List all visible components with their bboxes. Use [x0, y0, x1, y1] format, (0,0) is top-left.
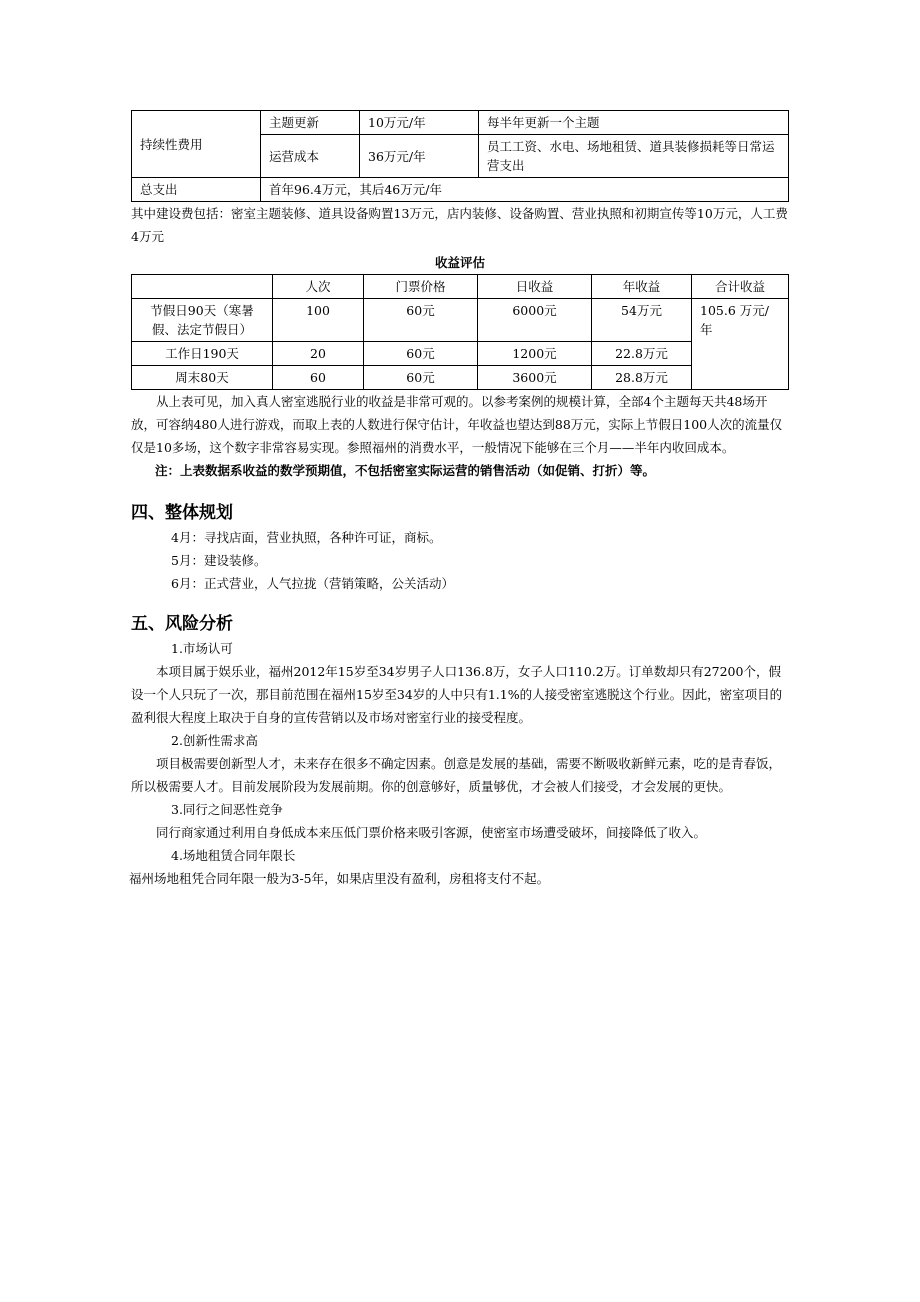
plan-item: 4月：寻找店面，营业执照，各种许可证，商标。: [171, 530, 442, 545]
risk-title: 4.场地租赁合同年限长: [171, 848, 296, 863]
row-label: 节假日90天（寒暑假、法定节假日）: [132, 299, 273, 342]
table-row: [132, 366, 789, 390]
cost-item: 运营成本: [261, 135, 360, 178]
cost-note: 员工工资、水电、场地租赁、道具装修损耗等日常运营支出: [479, 135, 789, 178]
cost-amount: 36万元/年: [360, 135, 479, 178]
cost-category: 持续性费用: [132, 111, 261, 178]
row-label: 周末80天: [132, 366, 273, 390]
cost-amount: 10万元/年: [360, 111, 479, 135]
column-header: [132, 275, 273, 299]
cell-daily: 1200元: [478, 342, 592, 366]
cost-note: 每半年更新一个主题: [479, 111, 789, 135]
cell-price: 60元: [364, 366, 478, 390]
total-value: 首年96.4万元，其后46万元/年: [261, 178, 789, 202]
cell-daily: 6000元: [478, 299, 592, 342]
cell-people: 60: [273, 366, 364, 390]
total-label: 总支出: [132, 178, 261, 202]
risk-text: 本项目属于娱乐业，福州2012年15岁至34岁男子人口136.8万，女子人口110.2万。订单数却只有27200个，假设一个人只玩了一次，那目前范围在福州15岁至34岁的人中只有1.1%的人接受密室逃脱这个行业。因此，密室项目的盈利很大程度上取决于自身的宣传营销以及市场对密室行业的接受程度。: [131, 664, 783, 725]
table-header-row: [132, 275, 789, 299]
risk-title: 2.创新性需求高: [171, 733, 258, 748]
column-header: 门票价格: [364, 275, 478, 299]
table-row: [132, 111, 789, 135]
column-header: 日收益: [478, 275, 592, 299]
risk-title: 3.同行之间恶性竞争: [171, 802, 283, 817]
cell-yearly: 22.8万元: [592, 342, 692, 366]
cell-people: 100: [273, 299, 364, 342]
cell-price: 60元: [364, 342, 478, 366]
plan-item: 6月：正式营业，人气拉拢（营销策略，公关活动）: [171, 576, 454, 591]
cell-yearly: 28.8万元: [592, 366, 692, 390]
revenue-table-title: 收益评估: [434, 255, 485, 270]
risk-text: 福州场地租凭合同年限一般为3-5年，如果店里没有盈利，房租将支付不起。: [129, 871, 550, 886]
risk-title: 1.市场认可: [171, 641, 233, 656]
cell-price: 60元: [364, 299, 478, 342]
row-label: 工作日190天: [132, 342, 273, 366]
table-row: [132, 299, 789, 342]
cell-yearly: 54万元: [592, 299, 692, 342]
column-header: 人次: [273, 275, 364, 299]
revenue-table: [131, 274, 789, 390]
revenue-note: 注：上表数据系收益的数学预期值，不包括密室实际运营的销售活动（如促销、打折）等。: [155, 463, 656, 478]
cell-total: 105.6 万元/年: [692, 299, 789, 390]
column-header: 年收益: [592, 275, 692, 299]
cost-note-paragraph: 其中建设费包括：密室主题装修、道具设备购置13万元，店内装修、设备购置、营业执照和初期宣传等10万元，人工费4万元: [131, 206, 788, 244]
document-page: [131, 110, 789, 890]
risk-text: 项目极需要创新型人才，未来存在很多不确定因素。创意是发展的基础，需要不断吸收新鲜元素，吃的是青春饭，所以极需要人才。目前发展阶段为发展前期。你的创意够好，质量够优，才会被人们接受，才会发展的更快。: [131, 756, 782, 794]
cost-table: [131, 110, 789, 202]
plan-item: 5月：建设装修。: [171, 553, 267, 568]
cell-daily: 3600元: [478, 366, 592, 390]
risk-text: 同行商家通过利用自身低成本来压低门票价格来吸引客源，使密室市场遭受破坏，间接降低了收入。: [156, 825, 707, 840]
revenue-paragraph: 从上表可见，加入真人密室逃脱行业的收益是非常可观的。以参考案例的规模计算，全部4个主题每天共48场开放，可容纳480人进行游戏，而取上表的人数进行保守估计，年收益也望达到88万元，实际上节假日100人次的流量仅仅是10多场，这个数字非常容易实现。参照福州的消费水平，一般情况下能够在三个月——半年内收回成本。: [131, 394, 783, 455]
cell-people: 20: [273, 342, 364, 366]
table-row: [132, 342, 789, 366]
section-title-risk: 五、风险分析: [131, 614, 233, 634]
column-header: 合计收益: [692, 275, 789, 299]
section-title-planning: 四、整体规划: [131, 503, 233, 523]
table-row: [132, 178, 789, 202]
cost-item: 主题更新: [261, 111, 360, 135]
